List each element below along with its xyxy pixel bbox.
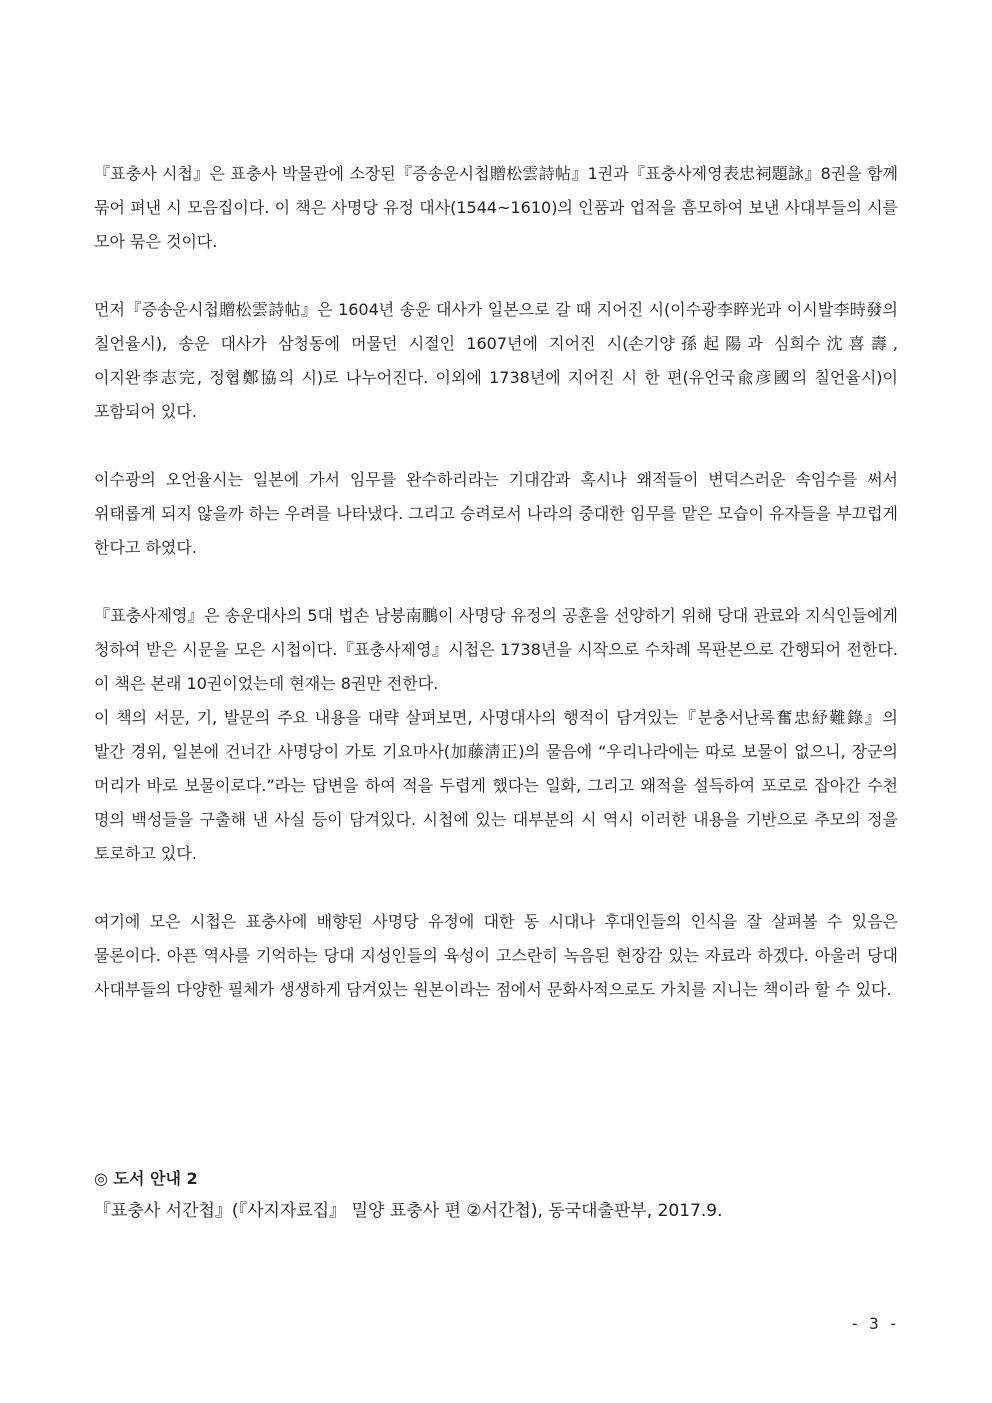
body-text bbox=[94, 157, 898, 1007]
paragraph-contents-summary: 이 책의 서문, 기, 발문의 주요 내용을 대략 살펴보면, 사명대사의 행적이 담겨있는『분충서난록奮忠紓難錄』의 발간 경위, 일본에 건너간 사명당이 가토 기요마사(加藤淸正)의 물음에 “우리나라에는 따로 보물이 없으니, 장군의 머리가 바로 보물이로다.”라는 답변을 하여 적을 두렵게 했다는 일화, 그리고 왜적을 설득하여 포로로 잡아간 수천 명의 백성들을 구출해 낸 사실 등이 담겨있다. 시첩에 있는 대부분의 시 역시 이러한 내용을 기반으로 추모의 정을 토로하고 있다. bbox=[94, 708, 898, 863]
paragraph-conclusion: 여기에 모은 시첩은 표충사에 배향된 사명당 유정에 대한 동 시대나 후대인들의 인식을 잘 살펴볼 수 있음은 물론이다. 아픈 역사를 기억하는 당대 지성인들의 육성이 고스란히 녹음된 현장감 있는 자료라 하겠다. 아울러 당대 사대부들의 다양한 필체가 생생하게 담겨있는 원본이라는 점에서 문화사적으로도 가치를 지니는 책이라 할 수 있다. bbox=[94, 912, 898, 999]
paragraph-lee-sugwang: 이수광의 오언율시는 일본에 가서 임무를 완수하리라는 기대감과 혹시나 왜적들이 변덕스러운 속임수를 써서 위태롭게 되지 않을까 하는 우려를 나타냈다. 그리고 승려로서 나라의 중대한 임무를 맡은 모습이 유자들을 부끄럽게 한다고 하였다. bbox=[94, 470, 898, 557]
book-notice-citation: 『표충사 서간첩』(『사지자료집』 밀양 표충사 편 ②서간첩), 동국대출판부, 2017.9. bbox=[94, 1201, 723, 1221]
book-notice bbox=[94, 1166, 898, 1226]
paragraph-pyochungsa-jeyeong: 『표충사제영』은 송운대사의 5대 법손 남붕南鵬이 사명당 유정의 공훈을 선양하기 위해 당대 관료와 지식인들에게 청하여 받은 시문을 모은 시첩이다.『표충사제영』시첩은 1738년을 시작으로 수차례 목판본으로 간행되어 전한다. 이 책은 본래 10권이었는데 현재는 8권만 전한다. bbox=[94, 606, 898, 693]
page-number: - 3 - bbox=[849, 1314, 898, 1333]
paragraph-intro: 『표충사 시첩』은 표충사 박물관에 소장된『증송운시첩贈松雲詩帖』1권과『표충사제영表忠祠題詠』8권을 함께 묶어 펴낸 시 모음집이다. 이 책은 사명당 유정 대사(1544~1610)의 인품과 업적을 흠모하여 보낸 사대부들의 시를 모아 묶은 것이다. bbox=[94, 164, 898, 251]
book-notice-title: ◎ 도서 안내 2 bbox=[94, 1169, 198, 1188]
paragraph-jeungsongun: 먼저『증송운시첩贈松雲詩帖』은 1604년 송운 대사가 일본으로 갈 때 지어진 시(이수광李睟光과 이시발李時發의 칠언율시), 송운 대사가 삼청동에 머물던 시절인 1607년에 지어진 시(손기양孫起陽과 심희수沈喜壽, 이지완李志完, 정협鄭協의 시)로 나누어진다. 이외에 1738년에 지어진 시 한 편(유언국兪彦國의 칠언율시)이 포함되어 있다. bbox=[94, 300, 898, 421]
